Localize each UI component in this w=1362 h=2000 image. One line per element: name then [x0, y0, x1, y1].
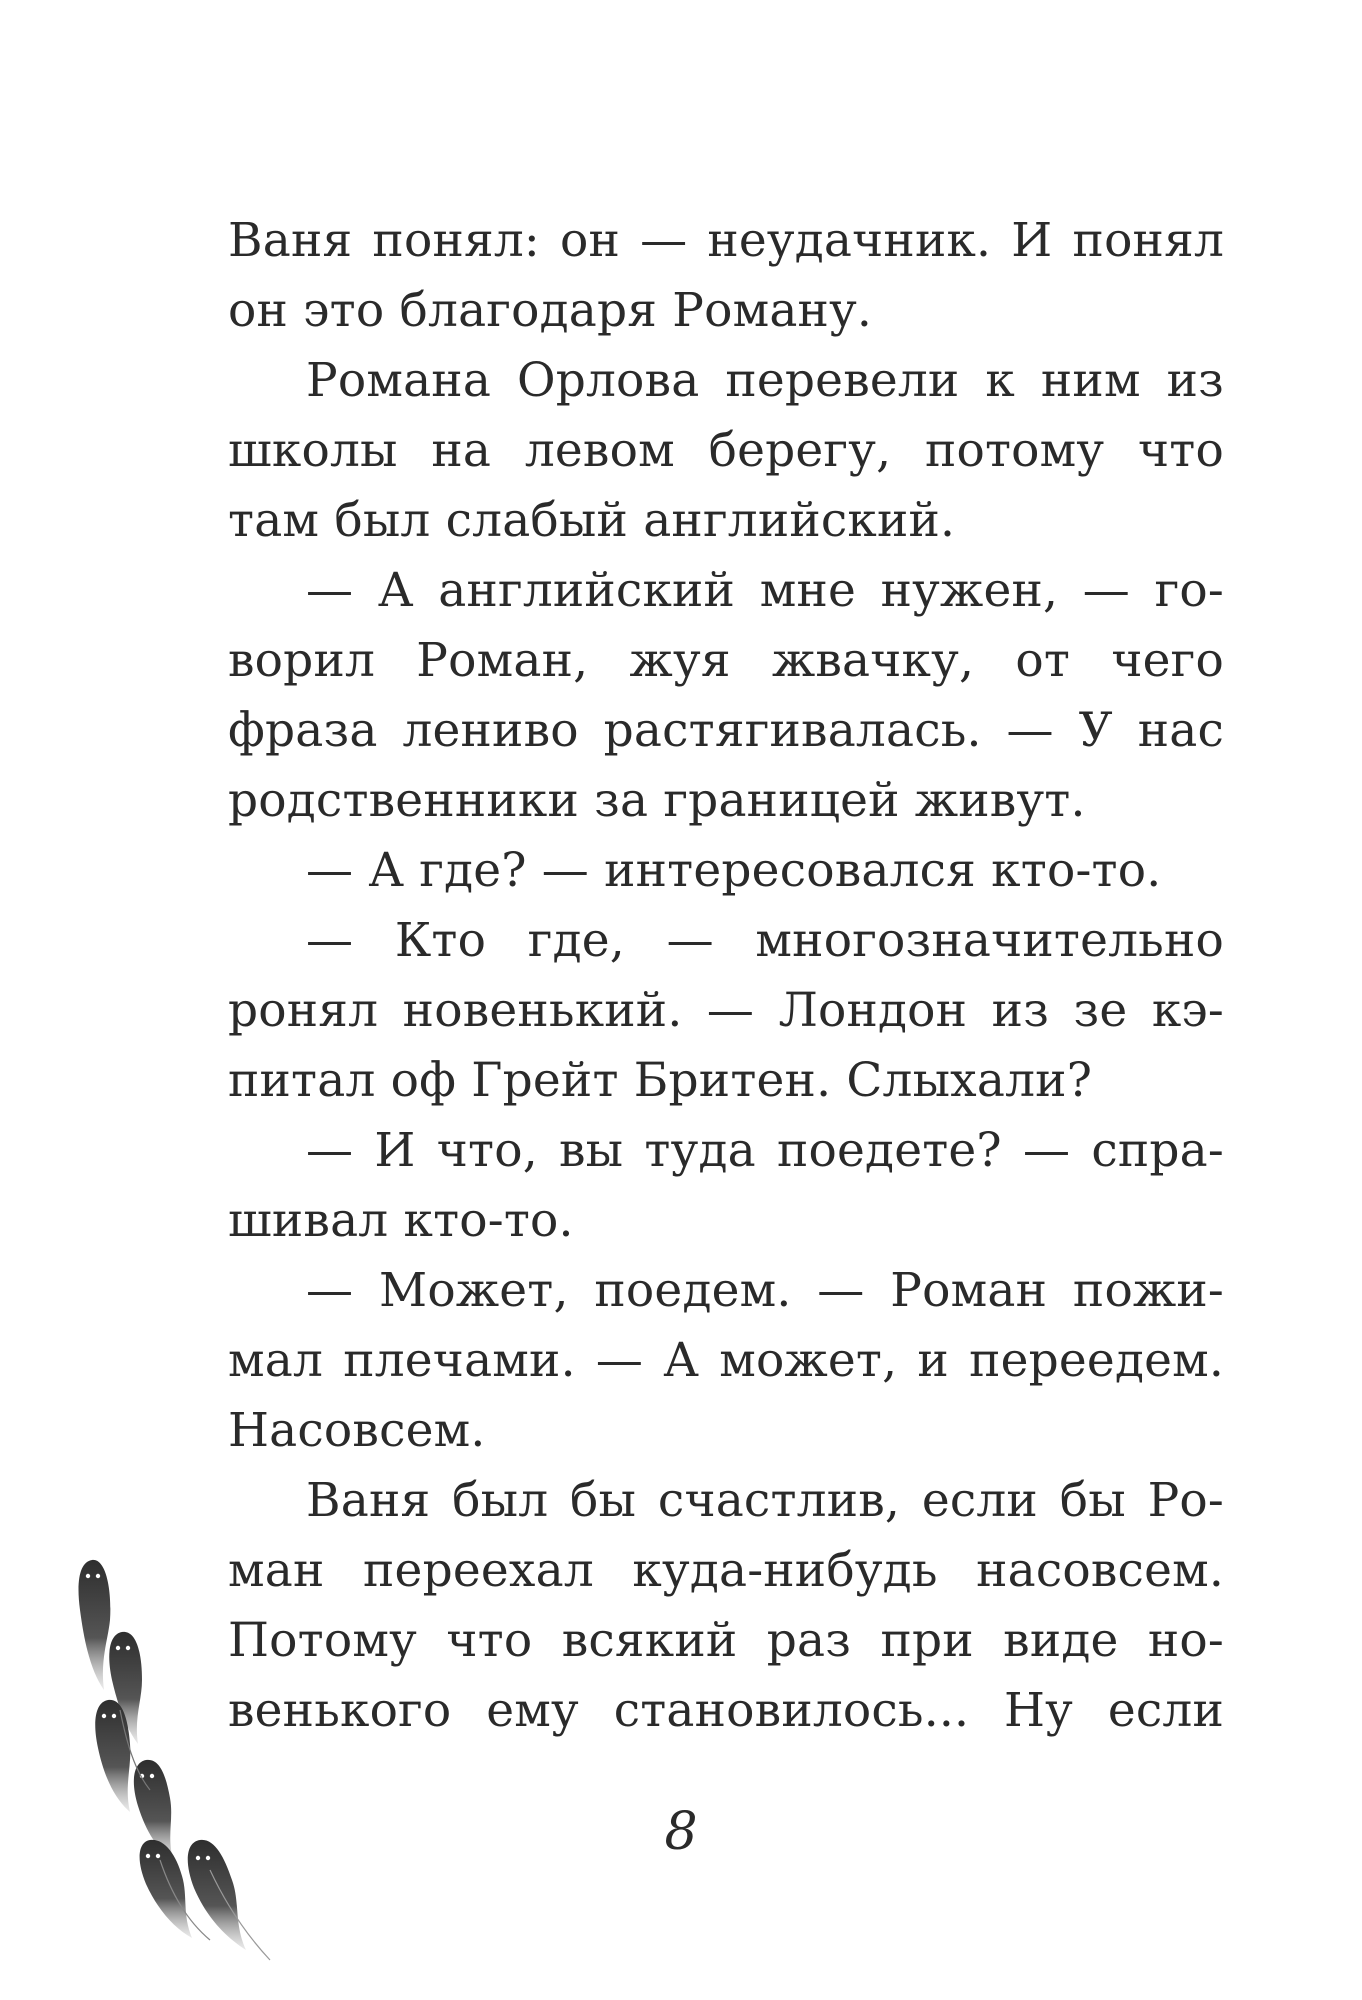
text-line: питал оф Грейт Бритен. Слыхали? [228, 1053, 1093, 1108]
text-line: он это благодаря Роману. [228, 283, 873, 338]
ghost-figure [95, 1700, 130, 1812]
text-line: — А где? — интересовался кто-то. [306, 843, 1162, 898]
text-line: там был слабый английский. [228, 493, 956, 548]
text-line: — И что, вы туда поедете? — спра- [306, 1123, 1224, 1178]
text-line: школы на левом берегу, потому что [228, 423, 1224, 478]
text-line: мал плечами. — А может, и переедем. [228, 1333, 1224, 1388]
text-line: ман переехал куда-нибудь насовсем. [228, 1543, 1224, 1598]
text-line: фраза лениво растягивалась. — У нас [228, 703, 1224, 758]
text-line: Насовсем. [228, 1403, 486, 1458]
text-line: ронял новенький. — Лондон из зе кэ- [228, 983, 1224, 1038]
page-number: 8 [664, 1802, 698, 1862]
text-line: Ваня понял: он — неудачник. И понял [228, 213, 1224, 268]
text-line: — Может, поедем. — Роман пожи- [306, 1263, 1224, 1318]
text-line: Ваня был бы счастлив, если бы Ро- [306, 1473, 1224, 1528]
text-line: — А английский мне нужен, — го- [306, 563, 1224, 618]
ghost-figure [79, 1560, 111, 1690]
text-line: венького ему становилось... Ну если [228, 1683, 1224, 1738]
text-line: Романа Орлова перевели к ним из [306, 353, 1224, 408]
text-line: родственники за границей живут. [228, 773, 1086, 828]
text-line: Потому что всякий раз при виде но- [228, 1613, 1224, 1668]
text-line: шивал кто-то. [228, 1193, 574, 1248]
ghosts-icon [60, 1540, 310, 1980]
text-line: — Кто где, — многозначительно [306, 913, 1224, 968]
body-text [228, 206, 1224, 1746]
text-line: ворил Роман, жуя жвачку, от чего [228, 633, 1224, 688]
